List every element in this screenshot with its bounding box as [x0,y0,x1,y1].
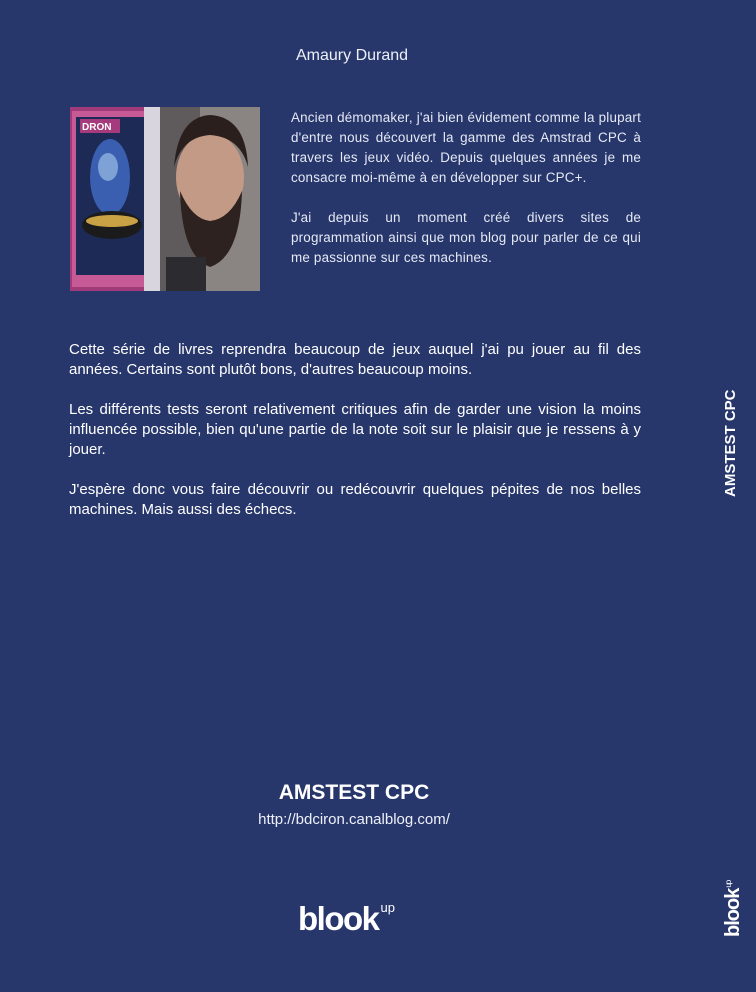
spine-publisher-name: blook [722,888,744,937]
author-bio [291,108,641,288]
book-introduction [69,340,641,540]
bio-paragraph: J'ai depuis un moment créé divers sites de programmation ainsi que mon blog pour parler de ce qui me passionne sur ces machines. [291,210,641,265]
bio-paragraph: Ancien démomaker, j'ai bien évidement comme la plupart d'entre nous découvert la gamme des Amstrad CPC à travers les jeux vidéo. Depuis quelques années je me consacre moi-même à en développer sur CPC+. [291,110,641,185]
author-name: Amaury Durand [296,47,409,64]
intro-paragraph: Cette série de livres reprendra beaucoup de jeux auquel j'ai pu jouer au fil des années. Certains sont plutôt bons, d'autres beaucoup moins. [69,341,641,378]
author-photo [70,107,260,291]
spine-publisher-logo [723,881,747,937]
intro-paragraph: Les différents tests seront relativement critiques afin de garder une vision la moins influencée possible, bien qu'une partie de la note soit sur le plaisir que je ressens à y jouer. [69,401,641,458]
publisher-logo [298,900,395,945]
cassette-label: DRON [82,122,112,133]
book-title: AMSTEST CPC [278,781,430,804]
spine-title: AMSTEST CPC [722,389,739,497]
spine-publisher-suffix: up [724,880,733,888]
book-url[interactable]: http://bdciron.canalblog.com/ [258,811,450,828]
intro-paragraph: J'espère donc vous faire découvrir ou redécouvrir quelques pépites de nos belles machines. Mais aussi des échecs. [69,481,641,518]
publisher-name: blook [298,900,379,937]
publisher-suffix: up [380,900,395,915]
